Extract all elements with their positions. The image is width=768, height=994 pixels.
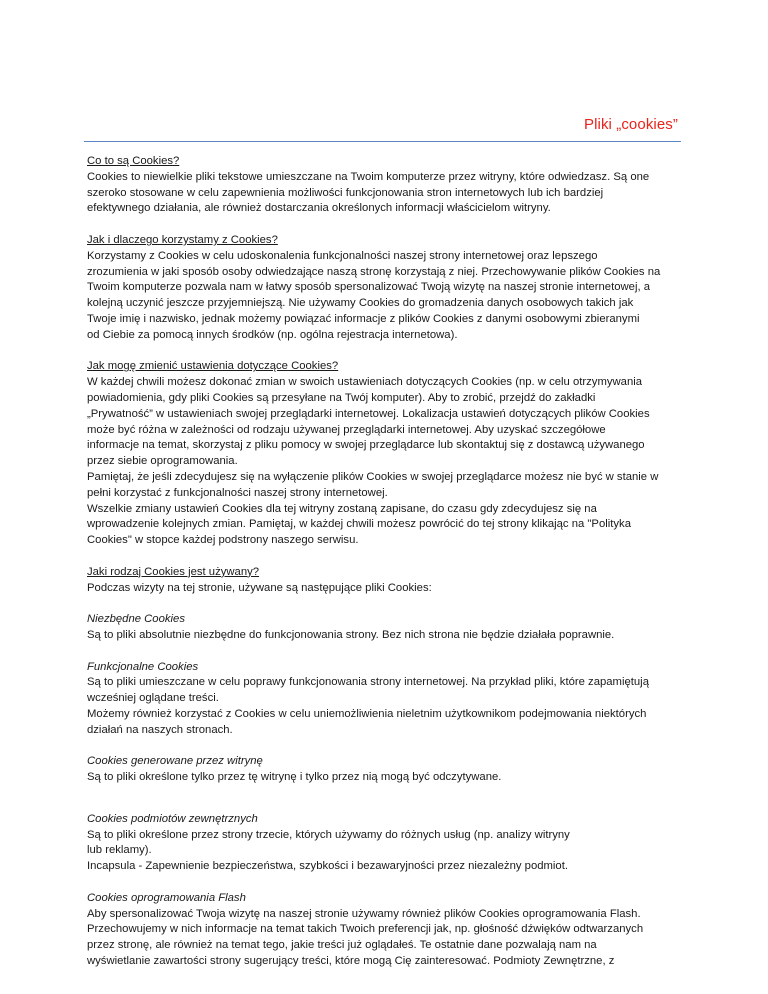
type-flash-cookies (87, 891, 681, 970)
text-line: wcześniej oglądane treści. (87, 692, 219, 705)
subheading: Cookies oprogramowania Flash (87, 891, 246, 904)
type-essential-cookies (87, 612, 681, 644)
section-heading: Jaki rodzaj Cookies jest używany? (87, 565, 260, 578)
subheading: Niezbędne Cookies (87, 613, 185, 626)
text-line: działań na naszych stronach. (87, 723, 233, 736)
spacer (87, 549, 681, 565)
text-line: Cookies to niewielkie pliki tekstowe umieszczane na Twoim komputerze przez witryny, które odwiedzasz. Są one (87, 170, 650, 183)
text-line: szeroko stosowane w celu zapewnienia możliwości funkcjonowania stron internetowych lub ich bardziej (87, 186, 604, 199)
section-change-settings (87, 359, 681, 549)
subheading: Funkcjonalne Cookies (87, 660, 199, 673)
section-heading: Jak mogę zmienić ustawienia dotyczące Cookies? (87, 360, 339, 373)
spacer (87, 344, 681, 360)
text-line: Są to pliki umieszczane w celu poprawy funkcjonowania strony internetowej. Na przykład pliki, które zapamiętują (87, 676, 649, 689)
text-line: może być różna w zależności od rodzaju używanej przeglądarki internetowej. Aby uzyskać szczegółowe (87, 423, 606, 436)
text-line: wprowadzenie kolejnych zmian. Pamiętaj, w każdej chwili możesz powrócić do tej strony klikając na "Polityka (87, 518, 631, 531)
title-divider (84, 141, 681, 142)
section-cookie-types (87, 565, 681, 597)
text-line: pełni korzystać z funkcjonalności naszej strony internetowej. (87, 486, 388, 499)
subheading: Cookies generowane przez witrynę (87, 755, 263, 768)
spacer (87, 786, 681, 812)
text-line: lub reklamy). (87, 844, 152, 857)
text-line: Są to pliki określone przez strony trzecie, których używamy do różnych usług (np. analizy witryny (87, 828, 570, 841)
text-line: Cookies" w stopce każdej podstrony naszego serwisu. (87, 534, 359, 547)
document-body (87, 154, 681, 970)
spacer (87, 644, 681, 660)
text-line: Twoim komputerze pozwala nam w łatwy sposób spersonalizować Twoją wizytę na naszej stronie internetowej, a (87, 281, 651, 294)
subheading: Cookies podmiotów zewnętrznych (87, 812, 258, 825)
text-line: informacje na temat, skorzystaj z pliku pomocy w swojej przeglądarce lub skontaktuj się z dostawcą używanego (87, 439, 645, 452)
text-line: W każdej chwili możesz dokonać zmian w swoich ustawieniach dotyczących Cookies (np. w celu otrzymywania (87, 376, 643, 389)
text-line: przez siebie oprogramowania. (87, 455, 238, 468)
text-line: Pamiętaj, że jeśli zdecydujesz się na wyłączenie plików Cookies w swojej przeglądarce możesz nie być w stanie w (87, 470, 659, 483)
section-heading: Jak i dlaczego korzystamy z Cookies? (87, 233, 278, 246)
text-line: Podczas wizyty na tej stronie, używane są następujące pliki Cookies: (87, 581, 432, 594)
type-functional-cookies (87, 660, 681, 739)
section-how-we-use-cookies (87, 233, 681, 344)
text-line: przez stronę, ale również na temat tego, jakie treści już oglądałeś. Te ostatnie dane pozwalają nam na (87, 939, 597, 952)
text-line: Twoje imię i nazwisko, jednak możemy powiązać informacje z plików Cookies z danymi osobowymi zbieranymi (87, 312, 640, 325)
text-line: Są to pliki absolutnie niezbędne do funkcjonowania strony. Bez nich strona nie będzie działała poprawnie. (87, 628, 615, 641)
text-line: Możemy również korzystać z Cookies w celu uniemożliwienia nieletnim użytkownikom podejmowania niektórych (87, 707, 647, 720)
text-line: kolejną uczynić jeszcze przyjemniejszą. Nie używamy Cookies do gromadzenia danych osobowych takich jak (87, 297, 634, 310)
spacer (87, 217, 681, 233)
text-line: Incapsula - Zapewnienie bezpieczeństwa, szybkości i bezawaryjności przez niezależny podmiot. (87, 860, 568, 873)
section-heading: Co to są Cookies? (87, 155, 180, 167)
document-title: Pliki „cookies” (583, 116, 678, 133)
text-line: Są to pliki określone tylko przez tę witrynę i tylko przez nią mogą być odczytywane. (87, 771, 502, 784)
section-what-are-cookies (87, 154, 681, 217)
text-line: Aby spersonalizować Twoja wizytę na naszej stronie używamy również plików Cookies oprogramowania Flash. (87, 907, 641, 920)
spacer (87, 738, 681, 754)
text-line: wyświetlanie zawartości strony sugerujący treści, które mogą Cię zainteresować. Podmioty Zewnętrzne, z (87, 955, 615, 968)
type-site-cookies (87, 754, 681, 786)
text-line: „Prywatność” w ustawieniach swojej przeglądarki internetowej. Lokalizacja ustawień dotyczących plików Cookies (87, 407, 650, 420)
type-third-party-cookies (87, 812, 681, 875)
text-line: Przechowujemy w nich informacje na temat takich Twoich preferencji jak, np. głośność dźwięków odtwarzanych (87, 923, 644, 936)
text-line: efektywnego działania, ale również dostarczania określonych informacji właścicielom witryny. (87, 202, 551, 215)
text-line: zrozumienia w jaki sposób osoby odwiedzające naszą stronę korzystają z niej. Przechowywanie plików Cookies na (87, 265, 661, 278)
spacer (87, 875, 681, 891)
text-line: od Ciebie za pomocą innych środków (np. ogólna rejestracja internetowa). (87, 328, 458, 341)
spacer (87, 596, 681, 612)
text-line: powiadomienia, gdy pliki Cookies są przesyłane na Twój komputer). Aby to zrobić, przejdź do zakładki (87, 391, 596, 404)
text-line: Korzystamy z Cookies w celu udoskonalenia funkcjonalności naszej strony internetowej oraz lepszego (87, 249, 598, 262)
text-line: Wszelkie zmiany ustawień Cookies dla tej witryny zostaną zapisane, do czasu gdy zdecydujesz się na (87, 502, 597, 515)
